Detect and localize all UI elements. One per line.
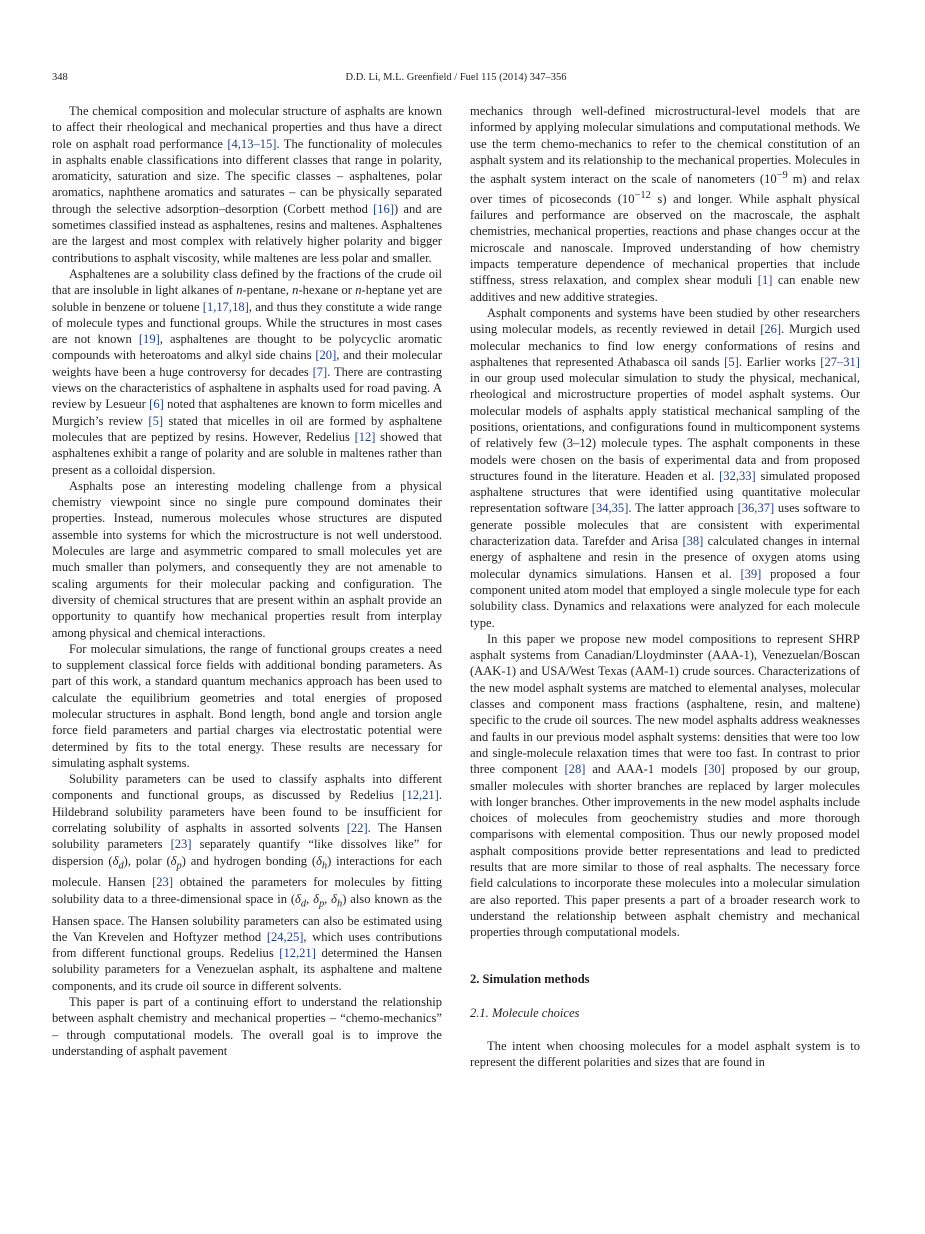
citation-link[interactable]: [16] [373, 201, 394, 216]
subsection-heading: 2.1. Molecule choices [470, 1005, 580, 1020]
paragraph: For molecular simulations, the range of functional groups creates a need to supplement classical force fields with additional bonding parameters. As part of this work, a standard quantum mechanics approach has been used to calculate the equilibrium geometries and total energies of proposed molecular structures in asphalt. Bond length, bond angle and torsion angle force field parameters and partial charges via electrostatic potential were determined by fits to the total energy. These results are necessary for simulating asphalt systems. [52, 641, 442, 770]
section-heading: 2. Simulation methods [470, 972, 590, 987]
citation-link[interactable]: [22] [346, 821, 368, 836]
citation-link[interactable]: [12,21] [279, 946, 316, 961]
citation-link[interactable]: [36,37] [737, 501, 775, 516]
citation-link[interactable]: [34,35] [591, 501, 629, 516]
citation-link[interactable]: [23] [170, 837, 192, 852]
citation-link[interactable]: [5] [148, 413, 164, 428]
citation-link[interactable]: [32,33] [719, 468, 756, 483]
citation-link[interactable]: [28] [564, 762, 586, 777]
citation-link[interactable]: [26] [760, 322, 782, 337]
citation-link[interactable]: [19] [138, 332, 160, 347]
paragraph: This paper is part of a continuing effort to understand the relationship between asphalt chemistry and mechanical properties – “chemo-mechanics” – through computational models. The overall goal is to improve the understanding of asphalt pavement [52, 995, 442, 1058]
citation-link[interactable]: [12,21] [402, 788, 439, 803]
paragraph: Asphalt components and systems have been studied by other researchers using molecular models, as recently reviewed in detail [26]. Murgich used molecular mechanics to find low energy conformations of resins and asphaltenes that represented Athabasca oil sands [5]. Earlier works [27–31] in our group used molecular simulation to study the physical, mechanical, rheological and microstructure properties of model asphalt systems. Our molecular models of asphalts apply statistical mechanical sampling of the positions, orientations, and configurations found in multicomponent systems of relatively few (3–12) molecule types. The asphalt components in these models were chosen on the basis of experimental data and from proposed structures found in the literature. Headen et al. [32,33] simulated proposed asphaltene structures that were identified using quantitative molecular representation software [34,35]. The latter approach [36,37] uses software to generate possible molecules that are consistent with experimental characterization data. Tarefder and Arisa [38] calculated changes in internal energy of asphaltene and resin in the presence of oxygen atoms using molecular dynamics simulations. Hansen et al. [39] proposed a four component united atom model that employed a single molecule type for each solubility class. Dynamics and relaxations were analyzed for each molecule type. [470, 305, 861, 630]
page-header [52, 72, 860, 88]
running-head: D.D. Li, M.L. Greenfield / Fuel 115 (2014) 347–356 [345, 72, 567, 83]
citation-link[interactable]: [39] [740, 566, 762, 581]
citation-link[interactable]: [24,25] [266, 929, 304, 944]
paragraph: Solubility parameters can be used to classify asphalts into different components and functional groups, as discussed by Redelius [12,21]. Hildebrand solubility parameters have been found to be insufficient for correlating solubility of asphalts in assorted solvents [22]. The Hansen solubility parameters [23] separately quantify “like dissolves like” for dispersion $(\delta_d)$, polar $(\delta_p)$ and hydrogen bonding $(\delta_h)$ interactions for each molecule. Hansen [23] obtained the parameters for molecules by fitting solubility data to a three-dimensional space in ($\delta_d$, $\delta_p$, $\delta_h$) also known as the Hansen space. The Hansen solubility parameters can also be estimated using the Van Krevelen and Hoftyzer method [24,25], which uses contributions from different functional groups. Redelius [12,21] determined the Hansen solubility parameters for a Venezuelan asphalt, its asphaltene and maltene components, and its crude oil source in different solvents. [52, 772, 443, 993]
citation-link[interactable]: [7] [312, 364, 328, 379]
left-column [52, 103, 442, 1059]
citation-link[interactable]: [4,13–15] [227, 136, 277, 151]
citation-link[interactable]: [1] [757, 273, 773, 288]
paragraph: The intent when choosing molecules for a model asphalt system is to represent the different polarities and sizes that are found in [470, 1039, 860, 1070]
paragraph: mechanics through well-defined microstructural-level models that are informed by applying molecular simulations and computational methods. We use the term chemo-mechanics to refer to the chemical constitution of an asphalt system and its relationship to the mechanical properties. Molecules in the asphalt system interact on the scale of nanometers ($10^{-9}$ m) and relax over times of picoseconds ($10^{-12}$ s) and longer. While asphalt physical failures and performance are observed on the macroscale, the asphalt chemistries, mechanical properties, reactions and phase changes occur at the microscale and nanoscale. Improved understanding of how chemistry impacts temperature dependence of mechanical properties that include stiffness, stress relaxation, and complex shear moduli [1] can enable new additives and new additive strategies. [470, 104, 861, 304]
citation-link[interactable]: [1,17,18] [202, 299, 249, 314]
citation-link[interactable]: [23] [152, 875, 173, 890]
citation-link[interactable]: [38] [682, 534, 704, 549]
page-number: 348 [52, 72, 68, 83]
right-column [470, 103, 860, 1071]
citation-link[interactable]: [27–31] [820, 354, 860, 369]
citation-link[interactable]: [12] [354, 429, 376, 444]
citation-link[interactable]: [5] [724, 354, 739, 369]
paragraph: Asphalts pose an interesting modeling challenge from a physical chemistry viewpoint since no single pure compound dominates their properties. Instead, numerous molecules whose structures are disputed assemble into systems for which the microstructure is not well understood. Molecules are large and asymmetric compared to small molecules yet are much smaller than polymers, and consequently they are not amenable to scaling arguments for their molecular packing and configuration. The diversity of chemical structures that are present within an asphalt provide an opportunity to quantify how mechanical properties result from interplay among physical and chemical interactions. [52, 478, 442, 640]
citation-link[interactable]: [6] [149, 397, 164, 412]
paragraph: In this paper we propose new model compositions to represent SHRP asphalt systems from Canadian/Lloydminster (AAA-1), Venezuelan/Boscan (AAK-1) and USA/West Texas (AAM-1) crude sources. Characterizations of the new model asphalt systems are matched to elemental analyses, molecular classes and component mass fractions (asphaltene, resin, and maltene) specific to the crude oil sources. The new model asphalts address weaknesses and faults in our previous model asphalt systems: densities that were too low and single-molecule relaxation times that were too fast. In contrast to prior three component [28] and AAA-1 models [30] proposed by our group, smaller molecules with shorter branches are replaced by larger molecules with longer branches. Other improvements in the new model asphalts include choices of molecules from geochemistry studies and more thorough comparisons with elemental composition. Thus our newly proposed model asphalt compositions provide better representations and lead to predicted results that are more similar to those of real asphalts. The necessary force field calculations to incorporate these molecules into a molecular simulation are also reported. This paper presents a part of a broader research work to understand the relationship between asphalt chemistry and mechanical properties through computational models. [470, 631, 860, 940]
paragraph: Asphaltenes are a solubility class defined by the fractions of the crude oil that are insoluble in light alkanes of n-pentane, n-hexane or n-heptane yet are soluble in benzene or toluene [1,17,18], and thus they constitute a wide range of molecule types and functional groups. While the structures in most cases are not known [19], asphaltenes are thought to be polycyclic aromatic compounds with heteroatoms and alkyl side chains [20], and their molecular weights have been a huge controversy for decades [7]. There are contrasting views on the characteristics of asphaltene in asphalts used for road paving. A review by Lesueur [6] noted that asphaltenes are known to form micelles and Murgich’s review [5] stated that micelles in oil are formed by asphaltene molecules that are peptized by resins. However, Redelius [12] showed that asphaltenes exhibit a range of polarity and are soluble in maltenes rather than present as a colloidal dispersion. [52, 266, 443, 477]
citation-link[interactable]: [30] [704, 762, 725, 777]
paragraph: The chemical composition and molecular structure of asphalts are known to affect their rheological and mechanical properties and thus have a direct role on asphalt road performance [4,13–15]. The functionality of molecules in asphalts enable classifications into different classes that range in polarity, aromaticity, saturation and size. The specific classes – asphaltenes, polar aromatics, naphthene aromatics and saturates – can be physically separated through the selective adsorption–desorption (Corbett method [16]) and are sometimes classified instead as asphaltenes, resins and maltenes. Asphaltenes are the largest and most complex with relatively higher polarity and bigger contributions to asphalt viscosity, while maltenes are less polar and smaller. [52, 104, 443, 265]
citation-link[interactable]: [20] [315, 348, 337, 363]
